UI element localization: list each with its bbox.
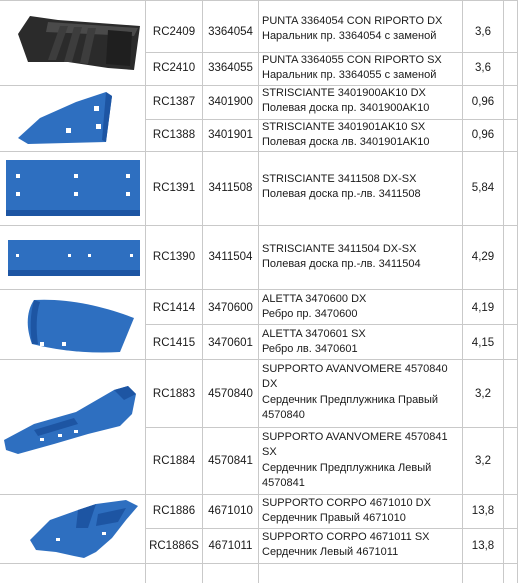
description-cell: [262, 14, 462, 45]
landside-plate-1387-part-image: [6, 88, 142, 148]
weight-cell: 4,15: [471, 337, 495, 349]
code-cell: RC1391: [152, 182, 196, 194]
grid-line: [0, 289, 518, 290]
weight-cell: 3,6: [475, 62, 491, 74]
grid-line: [0, 225, 518, 226]
description-cell: [262, 172, 462, 203]
description-cell: [262, 53, 462, 84]
article-cell: 4570840: [208, 388, 253, 400]
weight-cell: 13,8: [471, 505, 495, 517]
article-cell: 3411508: [208, 182, 253, 194]
description-cell: [262, 530, 462, 561]
description-ru: Сердечник Предплужника Левый 4570841: [262, 461, 432, 490]
description-cell: [262, 327, 462, 358]
weight-cell: 0,96: [471, 129, 495, 141]
code-cell: RC1388: [152, 129, 196, 141]
skimmer-support-part-image: [4, 384, 138, 458]
description-ru: Сердечник Предплужника Правый 4570840: [262, 393, 439, 422]
code-cell: RC2410: [152, 62, 196, 74]
weight-cell: 5,84: [471, 182, 495, 194]
landside-plate-1391-part-image: [4, 156, 142, 220]
description-it: STRISCIANTE 3411508 DX-SX: [262, 173, 417, 185]
description-cell: [262, 362, 452, 424]
article-cell: 3401900: [208, 96, 253, 108]
code-cell: RC1886S: [149, 540, 199, 552]
weight-cell: 4,29: [471, 251, 495, 263]
code-cell: RC1414: [152, 302, 196, 314]
description-it: PUNTA 3364055 CON RIPORTO SX: [262, 54, 442, 66]
grid-line: [145, 0, 146, 583]
grid-line: [0, 359, 518, 360]
description-ru: Сердечник Правый 4671010: [262, 512, 406, 525]
description-cell: [262, 242, 462, 273]
description-ru: Нарaльник пр. 3364055 с заменой: [262, 69, 437, 82]
article-cell: 3470600: [208, 302, 253, 314]
description-it: SUPPORTO CORPO 4671010 DX: [262, 497, 431, 509]
grid-line: [202, 0, 203, 583]
description-it: SUPPORTO AVANVOMERE 4570841 SX: [262, 431, 448, 459]
description-cell: [262, 86, 462, 117]
code-cell: RC1883: [152, 388, 196, 400]
description-it: STRISCIANTE 3401901AK10 SX: [262, 121, 426, 133]
weight-cell: 3,2: [475, 455, 491, 467]
description-it: SUPPORTO AVANVOMERE 4570840 DX: [262, 363, 448, 391]
grid-line: [0, 151, 518, 152]
grid-line: [258, 0, 259, 583]
description-ru: Ребро лв. 3470601: [262, 343, 358, 356]
code-cell: RC1387: [152, 96, 196, 108]
weight-cell: 0,96: [471, 96, 495, 108]
weight-cell: 3,2: [475, 388, 491, 400]
article-cell: 4671011: [208, 540, 253, 552]
description-cell: [262, 496, 462, 527]
description-cell: [262, 292, 462, 323]
weight-cell: 4,19: [471, 302, 495, 314]
article-cell: 3364055: [208, 62, 253, 74]
description-ru: Полевая доска пр.-лв. 3411508: [262, 188, 421, 201]
weight-cell: 3,6: [475, 26, 491, 38]
description-ru: Нарaльник пр. 3364054 с заменой: [262, 30, 437, 43]
description-it: PUNTA 3364054 CON RIPORTO DX: [262, 15, 443, 27]
code-cell: RC1415: [152, 337, 196, 349]
description-ru: Сердечник Левый 4671011: [262, 546, 399, 559]
description-ru: Ребро пр. 3470600: [262, 308, 358, 321]
wing-aletta-part-image: [16, 292, 140, 356]
grid-line: [503, 0, 504, 583]
description-it: STRISCIANTE 3411504 DX-SX: [262, 243, 417, 255]
grid-line: [0, 563, 518, 564]
grid-line: [0, 0, 518, 1]
description-ru: Полевая доска пр. 3401900AK10: [262, 102, 430, 115]
plowshare-point-part-image: [8, 6, 140, 82]
description-ru: Полевая доска пр.-лв. 3411504: [262, 258, 421, 271]
grid-line: [462, 0, 463, 583]
description-ru: Полевая доска лв. 3401901AK10: [262, 136, 430, 149]
code-cell: RC2409: [152, 26, 196, 38]
article-cell: 3401901: [208, 129, 253, 141]
description-it: STRISCIANTE 3401900AK10 DX: [262, 87, 426, 99]
description-it: SUPPORTO CORPO 4671011 SX: [262, 531, 430, 543]
code-cell: RC1390: [152, 251, 196, 263]
weight-cell: 13,8: [471, 540, 495, 552]
description-cell: [262, 120, 462, 151]
article-cell: 3411504: [208, 251, 253, 263]
article-cell: 3364054: [208, 26, 253, 38]
code-cell: RC1886: [152, 505, 196, 517]
body-support-part-image: [26, 498, 142, 560]
grid-line: [0, 494, 518, 495]
description-it: ALETTA 3470601 SX: [262, 328, 366, 340]
landside-plate-1390-part-image: [4, 234, 142, 280]
article-cell: 3470601: [208, 337, 253, 349]
article-cell: 4671010: [208, 505, 253, 517]
description-cell: [262, 430, 452, 492]
description-it: ALETTA 3470600 DX: [262, 293, 367, 305]
code-cell: RC1884: [152, 455, 196, 467]
article-cell: 4570841: [208, 455, 253, 467]
